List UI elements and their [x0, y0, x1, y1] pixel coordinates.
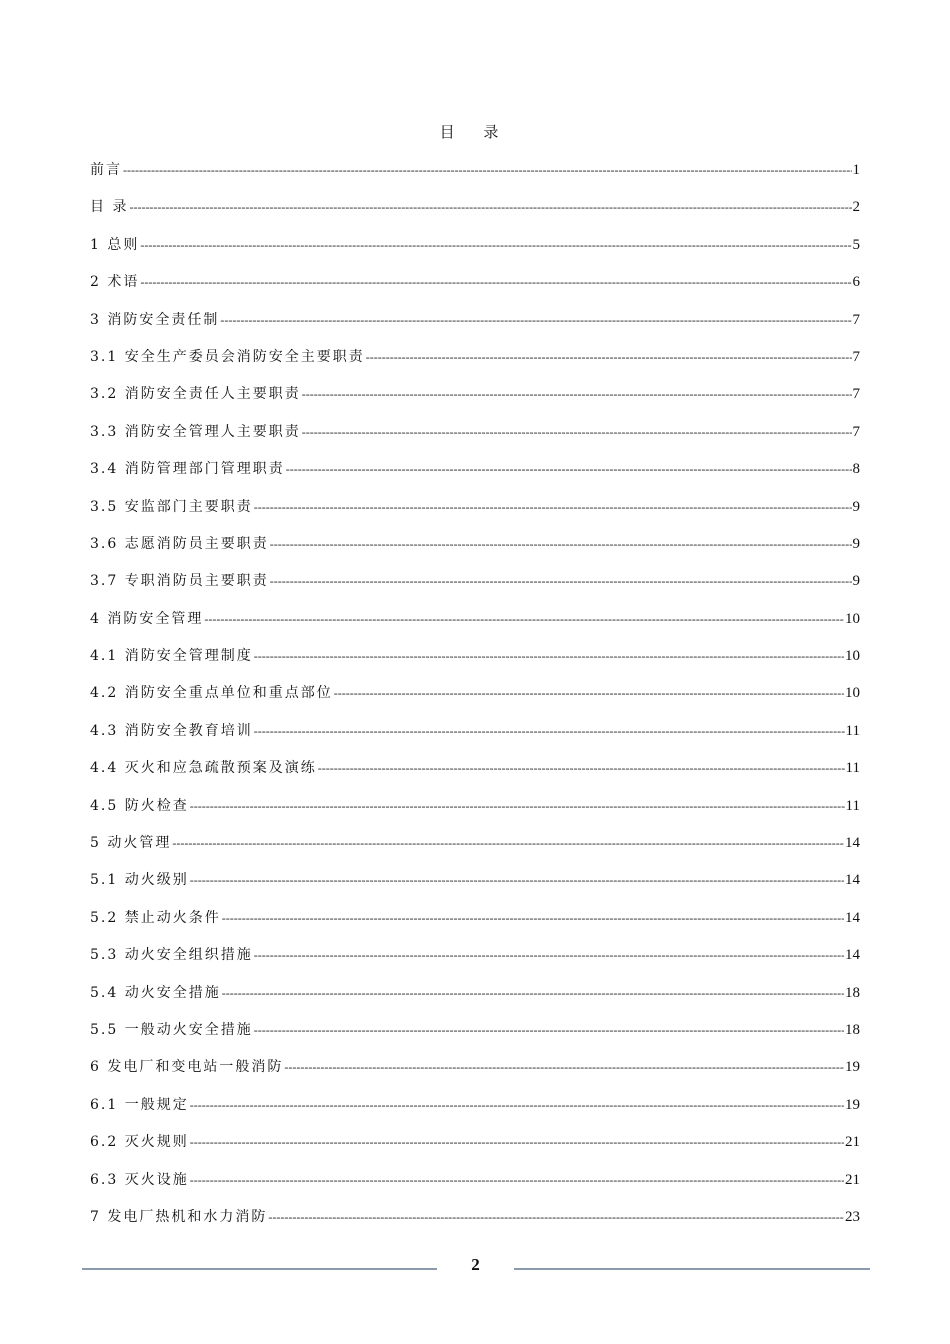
- toc-entry-page: 11: [845, 722, 860, 739]
- toc-dot-leader: [129, 200, 851, 215]
- toc-entry-page: 21: [845, 1171, 860, 1188]
- toc-dot-leader: [140, 238, 851, 253]
- toc-dot-leader: [190, 873, 844, 888]
- toc-dot-leader: [284, 1060, 844, 1075]
- toc-dot-leader: [270, 574, 852, 589]
- toc-entry[interactable]: [90, 1131, 860, 1168]
- toc-dot-leader: [268, 1210, 844, 1225]
- toc-entry[interactable]: [90, 832, 860, 869]
- toc-entry-label: 4.5 防火检查: [90, 797, 189, 814]
- toc-entry[interactable]: [90, 570, 860, 607]
- toc-entry-label: 3.6 志愿消防员主要职责: [90, 535, 269, 552]
- toc-entry-page: 23: [845, 1208, 860, 1225]
- toc-entry-label: 6.3 灭火设施: [90, 1171, 189, 1188]
- toc-entry-label: 5.3 动火安全组织措施: [90, 947, 253, 964]
- toc-entry-page: 14: [845, 947, 860, 964]
- toc-dot-leader: [366, 350, 852, 365]
- toc-entry-page: 14: [845, 872, 860, 889]
- toc-entry-label: 3.7 专职消防员主要职责: [90, 573, 269, 590]
- toc-entry[interactable]: [90, 907, 860, 944]
- toc-entry-page: 18: [845, 984, 860, 1001]
- toc-entry-label: 6.1 一般规定: [90, 1096, 189, 1113]
- toc-entry[interactable]: [90, 271, 860, 308]
- toc-entry-label: 4.4 灭火和应急疏散预案及演练: [90, 760, 317, 777]
- toc-entry-page: 7: [852, 386, 860, 403]
- toc-entry-label: 5 动火管理: [90, 835, 172, 852]
- toc-entry-label: 3 消防安全责任制: [90, 311, 220, 328]
- toc-entry[interactable]: [90, 383, 860, 420]
- toc-entry-page: 10: [845, 648, 860, 665]
- toc-entry[interactable]: [90, 159, 860, 196]
- toc-entry[interactable]: [90, 944, 860, 981]
- toc-dot-leader: [254, 724, 845, 739]
- toc-entry-page: 9: [852, 535, 860, 552]
- toc-entry[interactable]: [90, 346, 860, 383]
- toc-dot-leader: [190, 1173, 844, 1188]
- toc-dot-leader: [204, 612, 844, 627]
- toc-title: 目 录: [439, 123, 511, 141]
- toc-entry-label: 4.3 消防安全教育培训: [90, 722, 253, 739]
- toc-entry[interactable]: [90, 720, 860, 757]
- toc-dot-leader: [220, 313, 851, 328]
- toc-entry-page: 10: [845, 610, 860, 627]
- toc-entry-label: 前言: [90, 162, 122, 178]
- toc-dot-leader: [254, 649, 844, 664]
- toc-dot-leader: [140, 275, 851, 290]
- toc-entry-label: 6.2 灭火规则: [90, 1134, 189, 1151]
- toc-entry-page: 1: [852, 162, 860, 178]
- toc-entry-page: 9: [852, 498, 860, 515]
- toc-entry[interactable]: [90, 1094, 860, 1131]
- toc-entry-label: 5.2 禁止动火条件: [90, 909, 221, 926]
- footer-divider-left: [82, 1268, 437, 1270]
- toc-entry[interactable]: [90, 1019, 860, 1056]
- toc-entry-page: 7: [852, 348, 860, 365]
- toc-entry-label: 4.1 消防安全管理制度: [90, 648, 253, 665]
- toc-entry[interactable]: [90, 608, 860, 645]
- toc-dot-leader: [172, 836, 844, 851]
- toc-entry-label: 5.5 一般动火安全措施: [90, 1021, 253, 1038]
- toc-dot-leader: [190, 1135, 844, 1150]
- toc-entry[interactable]: [90, 795, 860, 832]
- toc-entry-page: 21: [845, 1134, 860, 1151]
- toc-entry-page: 10: [845, 685, 860, 702]
- toc-entry-label: 3.1 安全生产委员会消防安全主要职责: [90, 348, 365, 365]
- toc-entry-page: 2: [852, 199, 860, 216]
- toc-entry-label: 5.1 动火级别: [90, 872, 189, 889]
- toc-dot-leader: [254, 1023, 844, 1038]
- toc-dot-leader: [254, 500, 852, 515]
- toc-entry-page: 7: [852, 423, 860, 440]
- toc-entry-page: 14: [845, 909, 860, 926]
- toc-dot-leader: [270, 537, 852, 552]
- toc-entry[interactable]: [90, 496, 860, 533]
- toc-entry-page: 8: [852, 461, 860, 478]
- toc-entry-label: 4 消防安全管理: [90, 610, 204, 627]
- toc-entry-page: 19: [845, 1096, 860, 1113]
- toc-entry-label: 2 术语: [90, 274, 140, 291]
- toc-entry-page: 6: [852, 274, 860, 291]
- footer-divider-right: [514, 1268, 870, 1270]
- toc-dot-leader: [302, 387, 852, 402]
- toc-dot-leader: [334, 686, 844, 701]
- toc-dot-leader: [222, 986, 844, 1001]
- toc-entry[interactable]: [90, 533, 860, 570]
- toc-entry[interactable]: [90, 458, 860, 495]
- toc-entry[interactable]: [90, 421, 860, 458]
- toc-entry[interactable]: [90, 682, 860, 719]
- toc-entry[interactable]: [90, 234, 860, 271]
- toc-entry[interactable]: [90, 196, 860, 233]
- toc-entry-label: 7 发电厂热机和水力消防: [90, 1208, 268, 1225]
- toc-dot-leader: [123, 163, 852, 178]
- toc-entry-page: 18: [845, 1021, 860, 1038]
- toc-dot-leader: [318, 761, 845, 776]
- toc-entry-page: 7: [852, 311, 860, 328]
- toc-entry-page: 14: [845, 835, 860, 852]
- toc-entry-label: 4.2 消防安全重点单位和重点部位: [90, 685, 333, 702]
- toc-dot-leader: [286, 462, 852, 477]
- toc-dot-leader: [190, 799, 845, 814]
- toc-entry-page: 19: [845, 1059, 860, 1076]
- toc-entry-label: 5.4 动火安全措施: [90, 984, 221, 1001]
- footer-page-number: 2: [471, 1255, 480, 1274]
- toc-entry[interactable]: [90, 982, 860, 1019]
- toc-entry-page: 11: [845, 797, 860, 814]
- toc-list: [90, 159, 860, 1243]
- toc-entry-page: 9: [852, 573, 860, 590]
- toc-entry-label: 3.4 消防管理部门管理职责: [90, 461, 285, 478]
- toc-entry[interactable]: [90, 1206, 860, 1243]
- toc-entry[interactable]: [90, 869, 860, 906]
- toc-dot-leader: [190, 1098, 844, 1113]
- toc-entry[interactable]: [90, 645, 860, 682]
- toc-entry-page: 5: [852, 236, 860, 253]
- toc-entry-label: 3.3 消防安全管理人主要职责: [90, 423, 301, 440]
- toc-entry[interactable]: [90, 1056, 860, 1093]
- toc-entry-page: 11: [845, 760, 860, 777]
- toc-entry-label: 1 总则: [90, 236, 140, 253]
- toc-entry[interactable]: [90, 757, 860, 794]
- toc-dot-leader: [254, 948, 844, 963]
- toc-entry-label: 3.2 消防安全责任人主要职责: [90, 386, 301, 403]
- toc-entry-label: 目 录: [90, 199, 129, 216]
- toc-entry[interactable]: [90, 1169, 860, 1206]
- toc-dot-leader: [222, 911, 844, 926]
- toc-entry-label: 6 发电厂和变电站一般消防: [90, 1059, 284, 1076]
- toc-entry[interactable]: [90, 309, 860, 346]
- toc-dot-leader: [302, 425, 852, 440]
- toc-entry-label: 3.5 安监部门主要职责: [90, 498, 253, 515]
